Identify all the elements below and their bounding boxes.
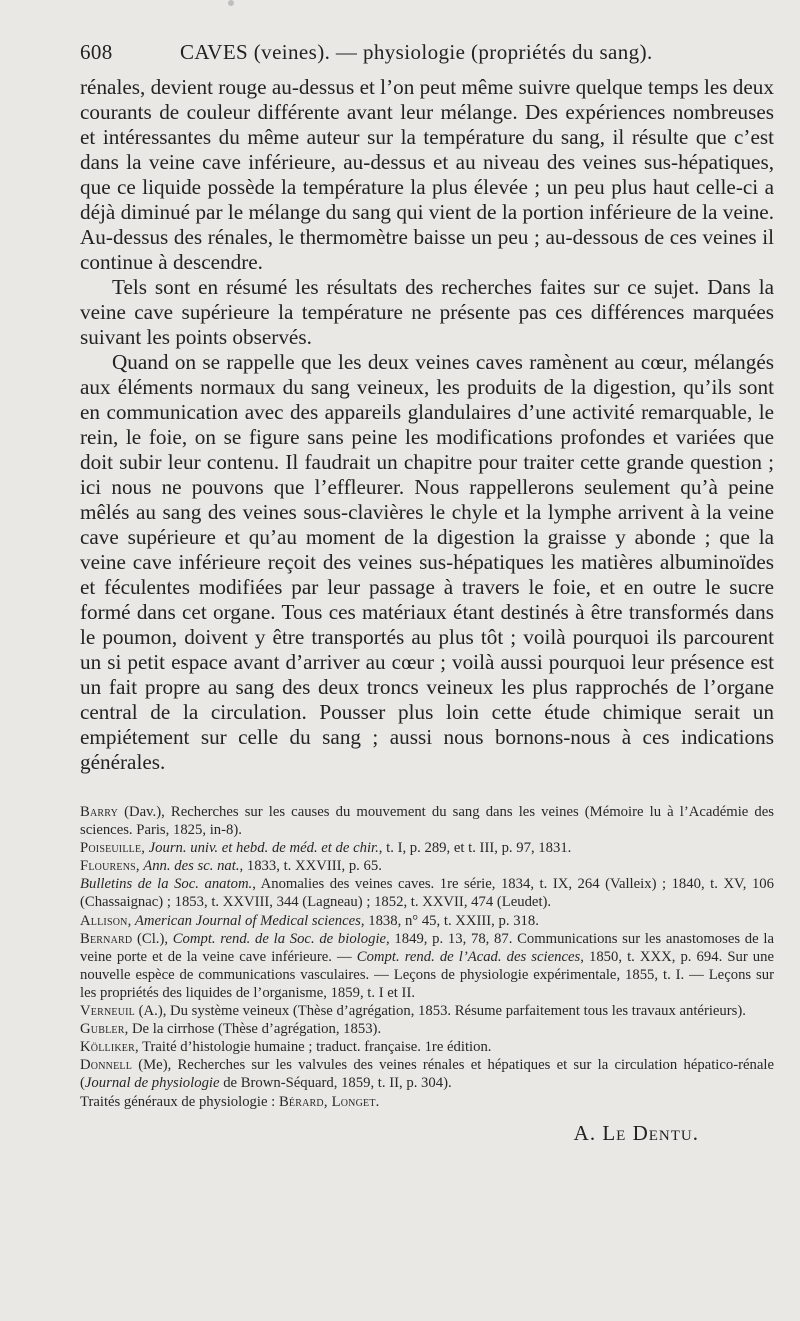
reference-author: Flourens [80,858,136,875]
reference-author: Bérard, Longet [278,1093,376,1110]
signature [80,1121,774,1146]
paragraph: rénales, devient rouge au-dessus et l’on peut même suivre quelque temps les deux courants de couleur différente avant leur mélange. Des expériences nombreuses et intéressantes du même auteur sur la température du sang, il résulte que c’est dans la veine cave inférieure, au-dessus et au niveau des veines sus-hépatiques, que ce liquide possède la température la plus élevée ; un peu plus haut celle-ci a déjà diminué par le mélange du sang qui vient de la portion inférieure de la veine. Au-dessus des rénales, le thermomètre baisse un peu ; au-dessous de ces veines il continue à descendre. [80,75,774,274]
reference-author: Verneuil [80,1003,135,1020]
reference-entry [80,912,774,930]
reference-text: . [375,1093,380,1110]
running-title: CAVES (veines). — physiologie (propriétés du sang). [180,40,653,64]
paragraph: Quand on se rappelle que les deux veines caves ramènent au cœur, mélangés aux éléments normaux du sang veineux, les produits de la digestion, qu’ils sont en communication avec des appareils glandulaires d’une activité remarquable, le rein, le foie, on se figure sans peine les modifications profondes et variées que doit subir leur contenu. Il faudrait un chapitre pour traiter cette grande question ; ici nous ne pouvons que l’effleurer. Nous rappellerons seulement qu’à peine mêlés au sang des veines sous-clavières le chyle et la lymphe arrivent à la veine cave supérieure et qu’au moment de la digestion la graisse y abonde ; que la veine cave inférieure reçoit des veines sus-hépatiques les matières albuminoïdes et féculentes modifiées par leur passage à travers le foie, et en outre le sucre formé dans cet organe. Tous ces matériaux étant destinés à être transformés dans le poumon, doivent y être transportés au plus tôt ; voilà pourquoi ils parcourent un si petit espace avant d’arriver au cœur ; voilà aussi pourquoi leur présence est un fait propre au sang des deux troncs veineux les plus rapprochés de l’organe central de la circulation. Pousser plus loin cette étude chimique serait un empiétement sur celle du sang ; aussi nous bornons-nous à ces indications générales. [80,350,774,774]
page-number: 608 [80,40,113,64]
reference-text: , 1850, t. XXX, p. 694. Sur une nouvelle espèce de communications vasculaires. — Leçons de physiologie expérimentale, 1855, t. I. — Leçons sur les propriétés des liquides de l’organisme, 1859, t. I et II. [80,948,774,1001]
reference-text: , [141,840,149,857]
reference-journal: Compt. rend. de la Soc. de biologie [172,930,387,947]
reference-text: , De la cirrhose (Thèse d’agrégation, 1853). [124,1021,382,1038]
signature-name: Le Dentu [602,1120,693,1145]
reference-journal: Bulletins de la Soc. anatom. [80,876,253,893]
reference-author: Barry [80,804,119,820]
reference-text: , t. I, p. 289, et t. III, p. 97, 1831. [378,840,572,857]
reference-text: (Dav.), Recherches sur les causes du mouvement du sang dans les veines (Mémoire lu à l’Académie des sciences. Paris, 1825, in-8). [80,804,774,839]
reference-entry [80,1038,774,1056]
reference-entry [80,1002,774,1020]
signature-end: . [692,1120,699,1145]
reference-author: Donnell [80,1057,132,1074]
reference-text: , [135,858,144,875]
reference-entry [80,803,774,839]
ink-speck [228,0,234,6]
signature-initial: A. [573,1120,603,1145]
reference-entry [80,875,774,911]
reference-text: (Me), Recherches sur les valvules des veines rénales et hépatiques et sur la circulation hépatico-rénale ( [80,1057,774,1092]
reference-text: (A.), Du système veineux (Thèse d’agrégation, 1853. Résume parfaitement tous les travaux antérieurs). [134,1003,746,1020]
reference-text: Traités généraux de physiologie : [80,1093,279,1110]
paragraph: Tels sont en résumé les résultats des recherches faites sur ce sujet. Dans la veine cave supérieure la température ne présente pas ces différences marquées suivant les points observés. [80,275,774,349]
reference-text: , Traité d’histologie humaine ; traduct. française. 1re édition. [134,1039,492,1056]
reference-journal: Compt. rend. de l’Acad. des sciences [356,948,581,965]
reference-text: , [127,912,135,929]
reference-entry [80,1020,774,1038]
reference-entry [80,857,774,875]
reference-author: Gubler [80,1021,125,1038]
reference-text: de Brown-Séquard, 1859, t. II, p. 304). [219,1075,452,1092]
reference-entry [80,930,774,1002]
reference-author: Poiseuille [80,840,142,857]
reference-entry [80,1056,774,1092]
main-text [80,75,774,775]
reference-author: Kölliker [80,1039,135,1056]
reference-text: , 1849, p. 13, 78, 87. Communications sur les anastomoses de la veine porte et de la veine cave inférieure. — [80,930,774,965]
reference-journal: American Journal of Medical sciences [134,912,361,929]
running-head [80,40,774,65]
reference-author: Bernard [80,930,133,947]
reference-text: , 1833, t. XXVIII, p. 65. [239,858,382,875]
reference-text: , 1838, n° 45, t. XXIII, p. 318. [360,912,539,929]
reference-journal: Journ. univ. et hebd. de méd. et de chir. [148,840,379,857]
reference-entry [80,1093,774,1111]
reference-entry [80,839,774,857]
bibliography [80,803,774,1111]
reference-journal: Ann. des sc. nat. [143,858,240,875]
reference-journal: Journal de physiologie [84,1075,220,1092]
reference-text: , Anomalies des veines caves. 1re série, 1834, t. IX, 264 (Valleix) ; 1840, t. XV, 106 (Chassaignac) ; 1853, t. XXVIII, 344 (Lagneau) ; 1852, t. XXVII, 474 (Leudet). [80,876,774,911]
reference-text: (Cl.), [132,930,173,947]
reference-author: Allison [80,912,128,929]
